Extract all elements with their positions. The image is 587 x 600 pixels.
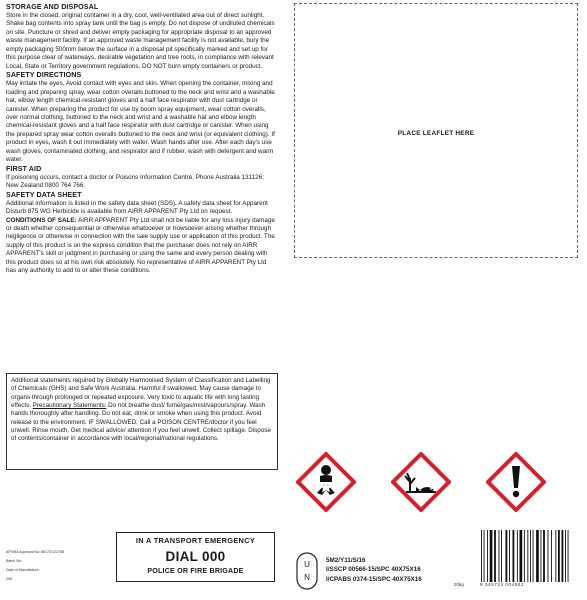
- barcode-area: [454, 530, 579, 592]
- un-code-1: 5M2/Y11/S/16: [326, 557, 366, 564]
- barcode-bar: [565, 530, 566, 582]
- storage-text: Store in the closed, original container in a dry, cool, well-ventilated area out of direct sunlight. Shake bag contents into spray tank until the bag is empty. Do not dispose of undiluted chemicals on site. Puncture or shred and deliver empty packaging for appropriate disposal to an approved waste management facility. If an approved waste management facility is not available, bury the empty packaging 500mm below the surface in a disposal pit specifically marked and set up for this purpose clear of waterways, desirable vegetation and tree roots, in compliance with relevant Local, State or Territory government regulations. DO NOT burn empty containers or product.: [6, 12, 275, 70]
- barcode-bar: [481, 530, 482, 582]
- barcode-digits: 9 345724 004581: [480, 582, 525, 587]
- label-left-column: [6, 3, 278, 276]
- barcode-bar: [487, 530, 488, 582]
- leaflet-label: PLACE LEAFLET HERE: [397, 130, 475, 137]
- ghs-statements-box: [6, 373, 278, 470]
- un-code-3: I/CPABS 0374-15/SPC 40X75X16: [326, 575, 422, 583]
- barcode-bar: [490, 530, 493, 582]
- apvma-number: APVMA Approval No: 88173/122788: [6, 550, 64, 554]
- barcode-bar: [484, 530, 485, 582]
- dial-number: DIAL 000: [165, 549, 226, 564]
- exclamation-mark-icon: [486, 452, 546, 512]
- barcode-bar: [501, 530, 502, 582]
- barcode-bar: [524, 530, 525, 582]
- conditions-of-sale: [6, 217, 278, 276]
- sds-text: Additional information is listed in the safety data sheet (SDS). A safety data sheet for Apparent Disturb 875 WG Herbicide is available from AIRR APPARENT Pty Ltd on request.: [6, 199, 268, 216]
- barcode-bar: [517, 530, 518, 582]
- barcode-bar: [527, 530, 528, 582]
- barcode-bar: [530, 530, 531, 582]
- barcode-bar: [551, 530, 552, 582]
- conditions-label: CONDITIONS OF SALE:: [6, 216, 77, 224]
- barcode-bar: [506, 530, 508, 582]
- ghs-text: [11, 377, 273, 444]
- precautionary-label: Precautionary Statements:: [32, 402, 107, 410]
- un-letter-n: N: [304, 573, 310, 582]
- safety-directions-heading: SAFETY DIRECTIONS: [6, 71, 82, 80]
- net-weight: 20kg: [454, 582, 464, 587]
- un-codes: [326, 556, 422, 584]
- un-code-2: I/SSCP 00566-15/SPC 40X75X16: [326, 566, 421, 574]
- barcode-bar: [494, 530, 496, 582]
- safety-directions-text: May irritate the eyes. Avoid contact with eyes and skin. When opening the container, mixing and loading and preparing spray, wear cotton overalls buttoned to the neck and wrist and a washable hat, elbow length chemical-resistant gloves and a half face respirator with dust cartridge or canister. When preparing the product for use by boom spray equipment, wear cotton overalls, over normal clothing, buttoned to the neck and wrist and a washable hat and elbow length chemical-resistant gloves and a half face respirator with dust cartridge or canister. When using the prepared spray wear cotton overalls buttoned to the neck and wrist (or equivalent clothing). If product in eyes, wash it out immediately with water. Wash hands after use. After each day's use wash gloves, contaminated clothing, and respirator and if rubber, wash with detergent and warm water.: [6, 80, 275, 164]
- transport-title: IN A TRANSPORT EMERGENCY: [135, 536, 256, 545]
- un-letter-u: U: [304, 560, 310, 569]
- first-aid-heading: FIRST AID: [6, 164, 42, 173]
- ghs-text-b: Do not breathe dust/ fume/gas/mist/vapours/spray. Wash hands thoroughly after handling. Do not eat, drink or smoke when using this product. Avoid release to the environment. IF SWALLOWED: Call a POISON CENTRE/doctor if you feel unwell. Rinse mouth. Get medical advice/ attention if you feel unwell. Collect spillage. Dispose of contents/container in accordance with local/regional/national regulations.: [11, 402, 271, 443]
- barcode-bar: [520, 530, 523, 582]
- barcode-bar: [568, 530, 569, 582]
- leaflet-placeholder: [294, 3, 578, 258]
- barcode-bar: [562, 530, 564, 582]
- product-info-block: [6, 548, 64, 584]
- barcode-bar: [541, 530, 542, 582]
- barcode-bar: [555, 530, 556, 582]
- barcode-bar: [499, 530, 500, 582]
- transport-emergency-box: [116, 532, 275, 582]
- barcode-bar: [543, 530, 545, 582]
- barcode-bar: [548, 530, 549, 582]
- sds-heading: SAFETY DATA SHEET: [6, 190, 82, 199]
- batch-number: Batch No:: [6, 559, 22, 563]
- first-aid-text: If poisoning occurs, contact a doctor or Poisons Information Centre. Phone Australia 131126; New Zealand 0800 764 766.: [6, 173, 264, 190]
- transport-subtitle: POLICE OR FIRE BRIGADE: [147, 567, 244, 575]
- barcode-bar: [533, 530, 534, 582]
- conditions-text: AIRR APPARENT Pty Ltd shall not be liable for any loss injury damage or death whether consequential or otherwise whatsoever or howsoever arising whether through negligence or otherwise in connection with the sale supply use or application of this product. The supply of this product is on the express condition that the purchaser does not rely on AIRR APPARENT's skill or judgment in purchasing or using the same and every person dealing with this product does so at his own risk absolutely. No representative of AIRR APPARENT Pty Ltd has any authority to add to or alter these conditions.: [6, 216, 275, 275]
- barcode-bar: [513, 530, 515, 582]
- ghs-pictograms: [294, 452, 578, 522]
- barcode-bar: [509, 530, 510, 582]
- barcode: [480, 530, 576, 582]
- health-hazard-icon: [296, 452, 356, 512]
- ghs-text-a: Additional statements required by Globally Harmonised System of Classification and Labelling of Chemicals (GHS) and Safe Work Australia: Harmful if swallowed. May cause damage to organs through prolonged or repeated exposure. Very toxic to aquatic life with long lasting effects.: [11, 377, 271, 410]
- environment-hazard-icon: [391, 452, 451, 512]
- manufacture-date: Date of Manufacture:: [6, 568, 40, 572]
- barcode-bar: [536, 530, 539, 582]
- barcode-bar: [558, 530, 560, 582]
- product-code: 298: [6, 577, 12, 581]
- un-packaging-mark: [296, 552, 318, 590]
- storage-heading: STORAGE AND DISPOSAL: [6, 3, 99, 11]
